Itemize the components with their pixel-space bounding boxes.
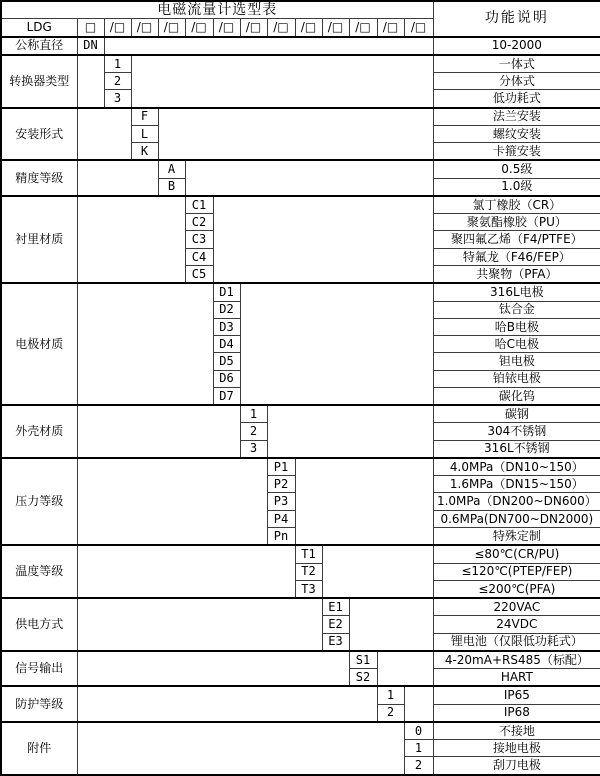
spacer-cell [77,722,404,775]
function-cell: 碳化钨 [433,387,600,405]
spacer-cell [77,651,349,687]
function-cell: 聚氨酯橡胶（PU） [433,214,600,231]
function-cell: 0.5级 [433,160,600,178]
slash-box-cell: /□ [377,19,404,37]
table-row [1,160,600,178]
function-cell: HART [433,669,600,687]
function-cell: 低功耗式 [433,90,600,108]
code-cell: 0 [404,722,433,740]
function-cell: 316L电极 [433,283,600,301]
table-row [1,108,600,126]
function-cell: 316L不锈钢 [433,440,600,458]
category-label: 信号输出 [1,651,77,687]
spacer-cell [77,458,267,545]
category-label: 公称直径 [1,37,77,55]
category-label: 衬里材质 [1,196,77,283]
table-row [1,283,600,301]
code-cell: T3 [295,580,322,598]
category-label: 外壳材质 [1,405,77,458]
code-cell: 1 [377,686,404,704]
function-cell: ≤120℃(PTEP/FEP) [433,563,600,580]
function-cell: 氯丁橡胶（CR） [433,196,600,214]
spacer-cell [77,283,213,405]
spacer-cell [77,545,295,598]
spacer-cell [295,458,433,545]
code-cell: P3 [267,493,295,510]
code-cell: C2 [185,214,213,231]
table-row [1,37,600,55]
code-cell: C5 [185,265,213,283]
spacer-cell [77,598,322,651]
code-cell: 3 [104,90,131,108]
code-cell: P2 [267,476,295,493]
category-label: 转换器类型 [1,55,77,108]
code-cell: T1 [295,545,322,563]
slash-box-cell: /□ [349,19,377,37]
table-row [1,651,600,669]
function-column-header: 功能说明 [433,1,600,37]
code-cell: P4 [267,510,295,527]
code-cell: D4 [213,336,240,353]
function-cell: 锂电池（仅限低功耗式） [433,633,600,651]
function-cell: 10-2000 [433,37,600,55]
slash-box-cell: /□ [213,19,240,37]
spacer-cell [77,196,185,283]
function-cell: ≤80℃(CR/PU) [433,545,600,563]
spacer-cell [77,405,240,458]
spacer-cell [185,160,433,196]
table-row [1,405,600,423]
function-cell: IP65 [433,686,600,704]
function-cell: 钽电极 [433,353,600,370]
function-cell: 铂铱电极 [433,370,600,387]
code-cell: D5 [213,353,240,370]
code-cell: F [131,108,158,126]
function-cell: 24VDC [433,616,600,633]
slash-box-cell: /□ [131,19,158,37]
code-cell: E1 [322,598,349,616]
function-cell: 4-20mA+RS485（标配） [433,651,600,669]
spacer-cell [267,405,433,458]
spacer-cell [404,686,433,722]
category-label: 精度等级 [1,160,77,196]
function-cell: 不接地 [433,722,600,740]
slash-box-cell: /□ [158,19,185,37]
spacer-cell [240,283,433,405]
function-cell: 1.6MPa（DN15~150） [433,476,600,493]
table-row [1,686,600,704]
function-cell: 0.6MPa(DN700~DN2000) [433,510,600,527]
table-row [1,1,600,19]
code-cell: E2 [322,616,349,633]
slash-box-cell: /□ [295,19,322,37]
code-cell: 1 [104,55,131,73]
code-cell: B [158,178,185,196]
category-label: 防护等级 [1,686,77,722]
function-cell: 304不锈钢 [433,423,600,440]
model-prefix: LDG [1,19,77,37]
code-cell: Pn [267,527,295,545]
code-cell: E3 [322,633,349,651]
function-cell: 碳钢 [433,405,600,423]
function-cell: 220VAC [433,598,600,616]
function-cell: 1.0MPa（DN200~DN600） [433,493,600,510]
function-cell: IP68 [433,704,600,722]
function-cell: 共聚物（PFA） [433,265,600,283]
spacer-cell [213,196,433,283]
function-cell: 螺纹安装 [433,125,600,142]
table-row [1,545,600,563]
function-cell: 卡箍安装 [433,143,600,161]
spacer-cell [322,545,433,598]
function-cell: 4.0MPa（DN10~150） [433,458,600,476]
spacer-cell [377,651,433,687]
function-cell: ≤200℃(PFA) [433,580,600,598]
code-cell: K [131,143,158,161]
code-cell: 2 [404,757,433,775]
page-title: 电磁流量计选型表 [1,1,433,19]
spacer-cell [104,37,433,55]
spacer-cell [77,55,104,108]
code-cell: 2 [104,73,131,90]
code-cell: P1 [267,458,295,476]
code-cell: 3 [240,440,267,458]
function-cell: 钛合金 [433,301,600,318]
spacer-cell [77,686,377,722]
category-label: 附件 [1,722,77,775]
category-label: 温度等级 [1,545,77,598]
code-cell: C4 [185,248,213,265]
slash-box-cell: /□ [240,19,267,37]
function-cell: 接地电极 [433,740,600,757]
category-label: 压力等级 [1,458,77,545]
table-row [1,722,600,740]
table-row [1,55,600,73]
code-cell: D1 [213,283,240,301]
slash-box-cell: /□ [185,19,213,37]
function-cell: 1.0级 [433,178,600,196]
code-cell: T2 [295,563,322,580]
code-cell: 2 [240,423,267,440]
function-cell: 分体式 [433,73,600,90]
function-cell: 一体式 [433,55,600,73]
slash-box-cell: /□ [104,19,131,37]
function-cell: 刮刀电极 [433,757,600,775]
table-row [1,458,600,476]
code-cell: C1 [185,196,213,214]
code-cell: 1 [404,740,433,757]
slash-box-cell: /□ [322,19,349,37]
spacer-cell [349,598,433,651]
checkbox-glyph: □ [77,19,104,37]
category-label: 供电方式 [1,598,77,651]
code-cell: D3 [213,318,240,335]
code-cell: L [131,125,158,142]
function-cell: 哈C电极 [433,336,600,353]
code-cell: A [158,160,185,178]
table-row [1,196,600,214]
function-cell: 哈B电极 [433,318,600,335]
function-cell: 聚四氟乙烯（F4/PTFE） [433,231,600,248]
function-cell: 特殊定制 [433,527,600,545]
slash-box-cell: /□ [404,19,433,37]
spacer-cell [158,108,433,161]
code-cell: D7 [213,387,240,405]
code-cell: D6 [213,370,240,387]
spacer-cell [77,160,158,196]
function-cell: 特氟龙（F46/FEP） [433,248,600,265]
function-cell: 法兰安装 [433,108,600,126]
code-cell: C3 [185,231,213,248]
table-row [1,598,600,616]
code-cell: 1 [240,405,267,423]
spacer-cell [131,55,433,108]
slash-box-cell: /□ [267,19,295,37]
code-cell: D2 [213,301,240,318]
code-cell: S1 [349,651,377,669]
spacer-cell [77,108,131,161]
code-cell: S2 [349,669,377,687]
category-label: 安装形式 [1,108,77,161]
category-label: 电极材质 [1,283,77,405]
code-cell: DN [77,37,104,55]
code-cell: 2 [377,704,404,722]
